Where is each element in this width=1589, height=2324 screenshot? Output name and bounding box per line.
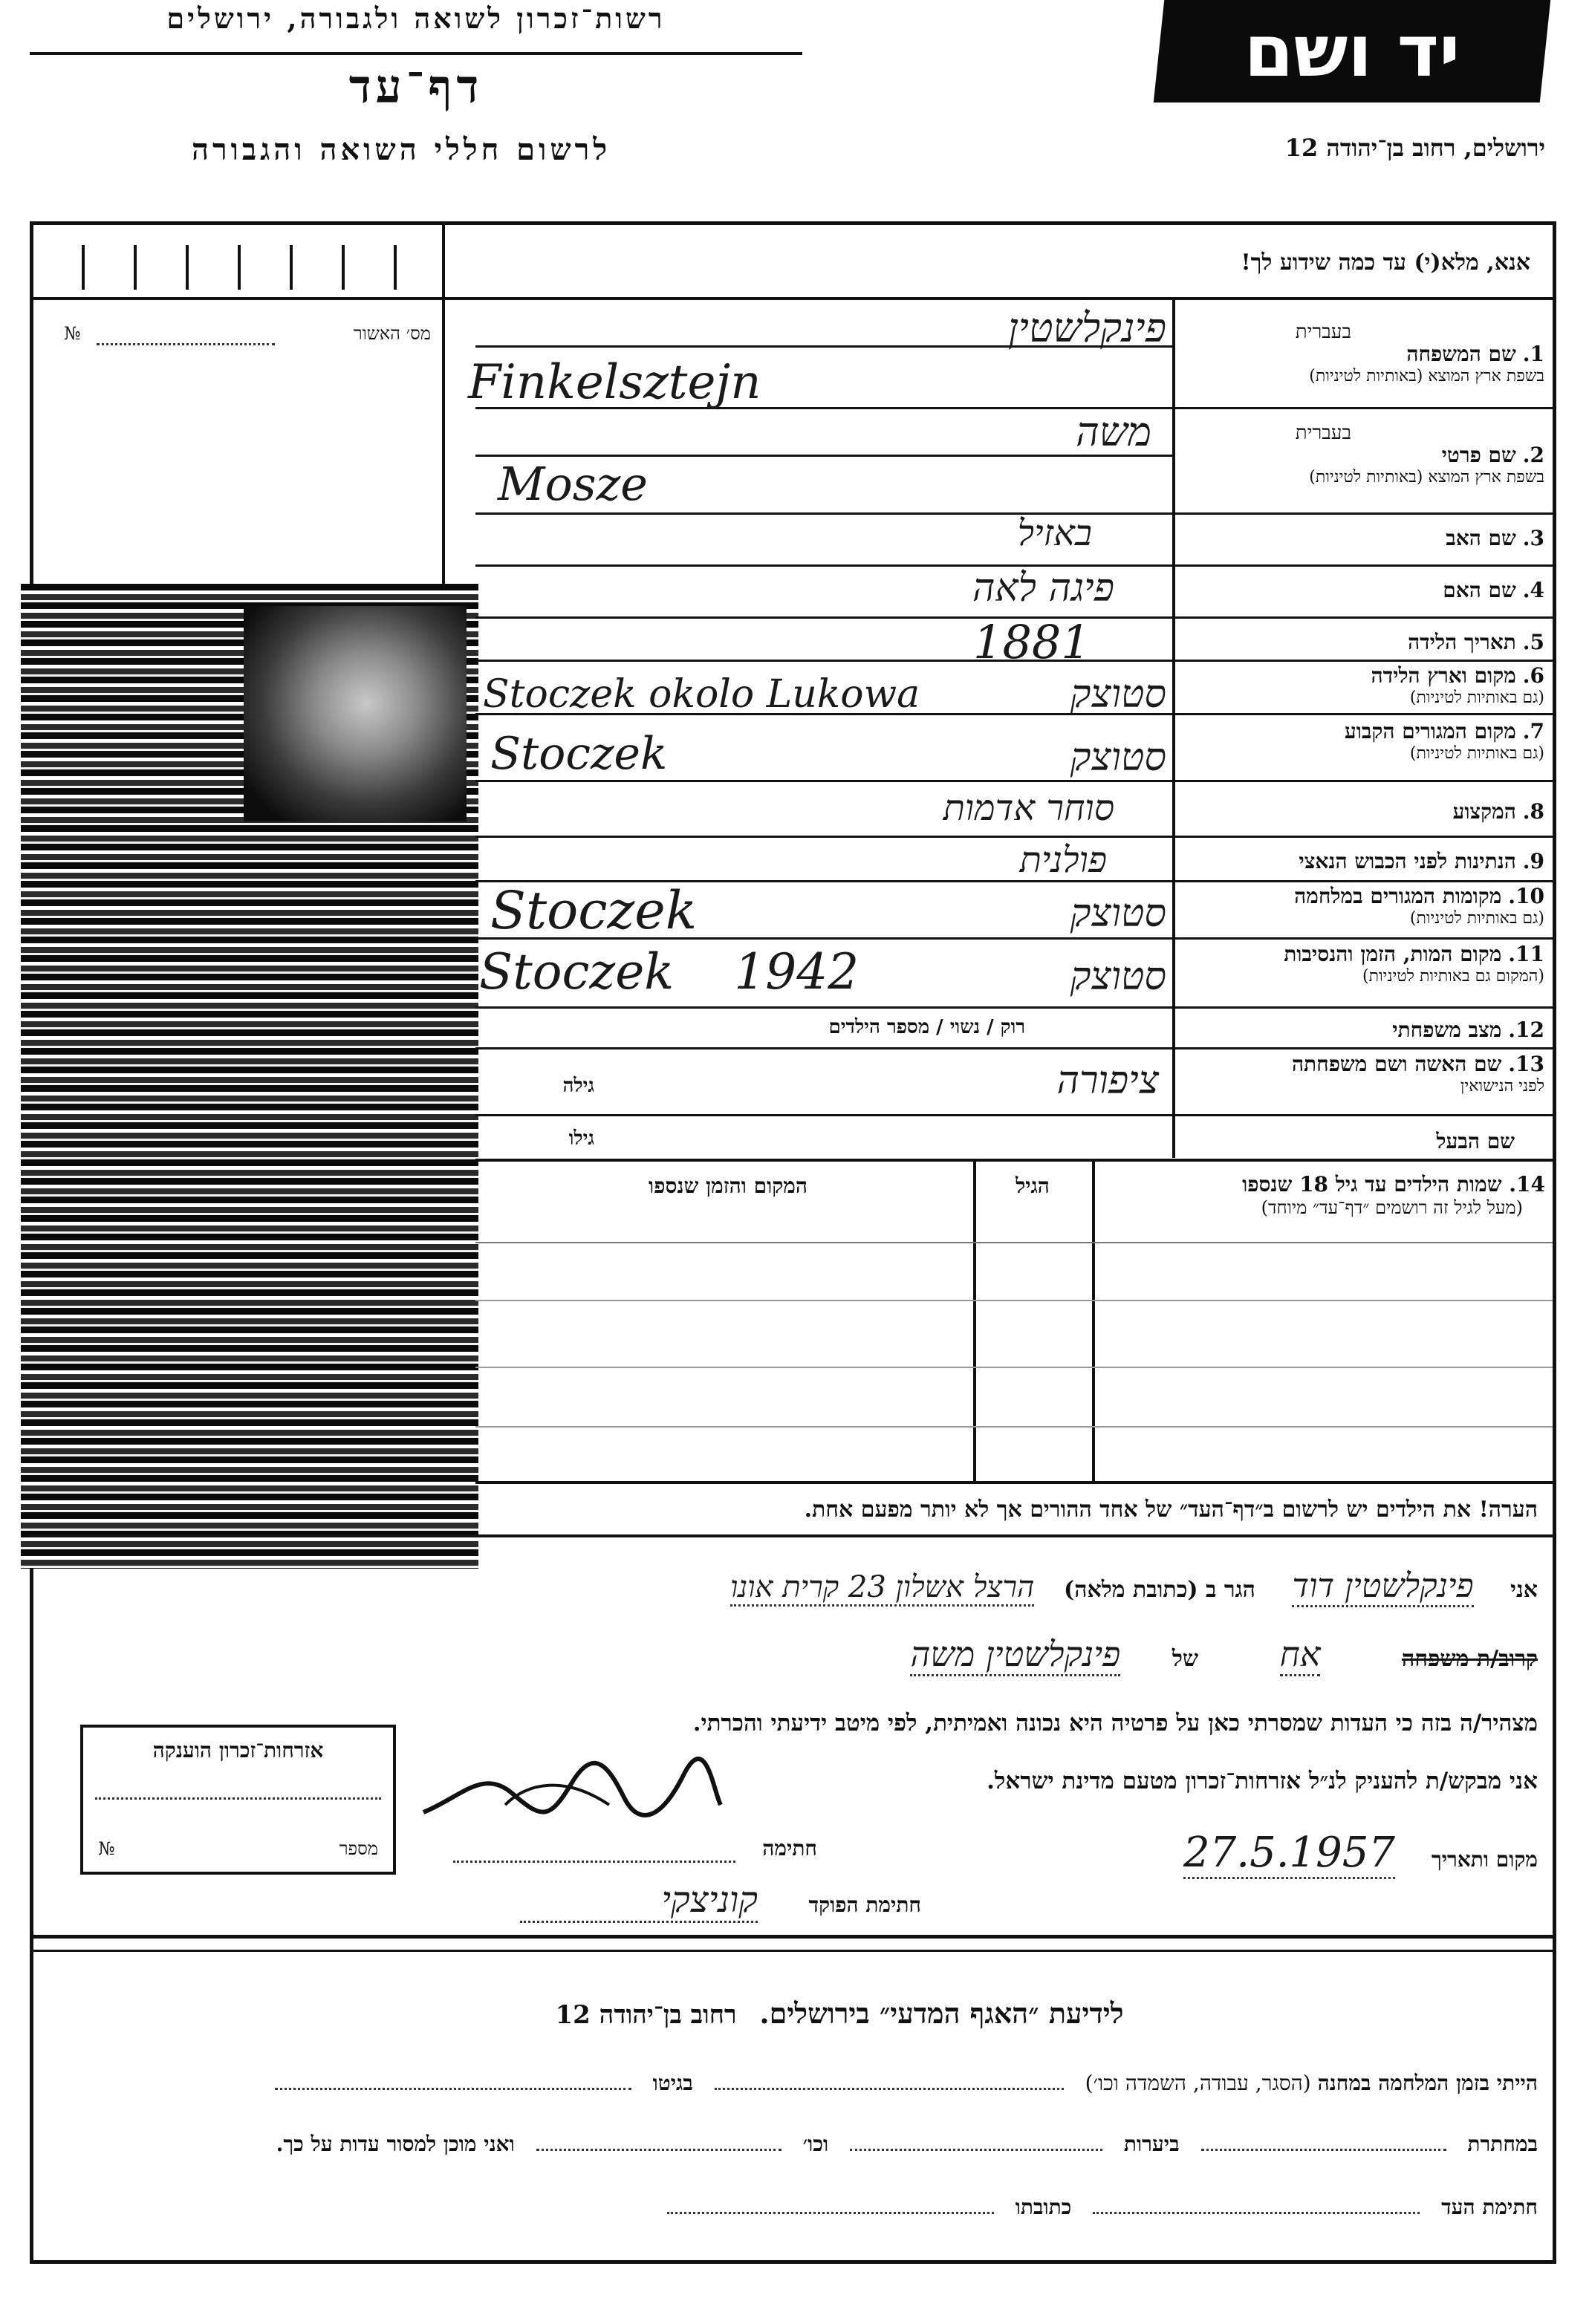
value-mother: פיגה לאה <box>972 566 1114 611</box>
footer-ghetto-label: בגיטו <box>652 2071 693 2095</box>
tick-marks <box>52 245 423 290</box>
row-14-text: שם הבעל <box>1436 1129 1515 1153</box>
place-date-row <box>877 1829 1538 1877</box>
row-8-text: המקצוע <box>1452 799 1516 824</box>
row-4-text: שם האם <box>1443 578 1516 602</box>
row-2-tag: בעברית <box>1295 422 1351 444</box>
value-surname-latin: Finkelsztejn <box>468 355 761 410</box>
row-9-text: הנתינות לפני הכבוש הנאצי <box>1299 849 1516 873</box>
children-note: הערה! את הילדים יש לרשום ב״דף־העד״ של אחד ההורים אך לא יותר מפעם אחת. <box>804 1497 1538 1523</box>
row-11-text: מקום המות, הזמן והנסיבות <box>1284 942 1502 966</box>
value-birthplace-latin: Stoczek okolo Lukowa <box>483 672 920 717</box>
children-col-age: הגיל <box>1016 1174 1050 1198</box>
declarant-address: הרצל אשלון 23 קרית אונו <box>730 1570 1034 1607</box>
redacted-photo <box>21 584 478 1569</box>
row-7-num: 7. <box>1522 719 1544 743</box>
citizenship-divider <box>95 1797 381 1800</box>
value-birthplace-hebrew: סטוצק <box>1070 672 1166 717</box>
footer-title: לידיעת ״האגף המדעי״ בירושלים. <box>759 1996 1124 2030</box>
declarant-address-label: הגר ב (כתובת מלאה) <box>1064 1577 1255 1603</box>
value-residence-latin: Stoczek <box>490 728 668 780</box>
children-header <box>1099 1172 1545 1219</box>
relation-label: קרוב/ת משפחה <box>1402 1646 1538 1672</box>
value-father: באזיל <box>1017 512 1092 554</box>
logo-text: יד ושם <box>1244 10 1460 93</box>
footer-forests-label: ביערות <box>1123 2132 1180 2156</box>
value-war-residence-hebrew: סטוצק <box>1070 891 1166 936</box>
value-profession: סוחר אדמות <box>943 787 1114 829</box>
row-13-text: שם האשה ושם משפחתה <box>1291 1052 1502 1076</box>
row-1-sub: בשפת ארץ המוצא (באותיות לטיניות) <box>1309 367 1544 385</box>
value-wife-name: ציפורה <box>1056 1058 1159 1103</box>
children-col-place: המקום והזמן שנספו <box>649 1174 808 1198</box>
row-14-label <box>1166 1130 1515 1153</box>
row-2-label <box>1195 422 1544 489</box>
husband-name-label: גילו <box>568 1127 594 1150</box>
confirmation-rule <box>30 297 442 300</box>
instruction: אנא, מלא(י) עד כמה שידוע לך! <box>1241 250 1530 276</box>
row-1-tag: בעברית <box>1295 321 1351 343</box>
citizenship-box <box>80 1725 396 1875</box>
row-6-text: מקום וארץ הלידה <box>1371 663 1516 688</box>
footer-line-3 <box>45 2195 1538 2220</box>
row-9-label <box>1195 850 1544 873</box>
row-12-label <box>1195 1019 1544 1041</box>
relation-of: של <box>1172 1646 1199 1672</box>
form-subtitle: לרשום חללי השואה והגבורה <box>191 132 611 167</box>
value-residence-hebrew: סטוצק <box>1070 735 1166 780</box>
row-10-num: 10. <box>1508 884 1544 908</box>
declaration-text: מצהיר/ה בזה כי העדות שמסרתי כאן על פרטיה היא נכונה ואמיתית, לפי מיטב ידיעתי והכרתי. <box>692 1710 1538 1737</box>
yad-vashem-logo <box>1154 0 1551 102</box>
confirm-no-label: מס׳ האשור <box>353 323 431 344</box>
row-12-text: מצב משפחתי <box>1392 1018 1502 1042</box>
footer-line-2 <box>45 2132 1538 2157</box>
instruction-rule <box>438 297 1553 300</box>
row-1-num: 1. <box>1522 342 1544 366</box>
value-death-place-latin: Stoczek 1942 <box>479 943 860 1000</box>
row-7-label <box>1195 720 1544 765</box>
row-9-num: 9. <box>1522 849 1544 873</box>
value-firstname-latin: Mosze <box>498 457 648 511</box>
row-8-num: 8. <box>1522 799 1544 824</box>
citizenship-title: אזרחות־זכרון הוענקה <box>152 1738 324 1762</box>
declarant-prefix: אני <box>1510 1577 1538 1603</box>
relation-value: אח <box>1280 1634 1321 1676</box>
row-3-text: שם האב <box>1446 526 1516 550</box>
row-13-num: 13. <box>1508 1052 1544 1076</box>
row-3-label <box>1195 527 1544 550</box>
value-surname-hebrew: פינקלשטין <box>1008 305 1166 351</box>
declarant-line-1 <box>178 1567 1538 1605</box>
official-sig-label: חתימת הפוקד <box>808 1892 921 1917</box>
row-1-label <box>1195 321 1544 388</box>
value-death-place-hebrew: סטוצק <box>1070 954 1166 999</box>
citizenship-number-row <box>98 1838 378 1860</box>
authority-title: רשות־זכרון לשואה ולגבורה, ירושלים <box>166 1 666 35</box>
signature-label: חתימה <box>762 1836 817 1861</box>
row-2-sub: בשפת ארץ המוצא (באותיות לטיניות) <box>1309 468 1544 486</box>
row-10-label <box>1195 885 1544 930</box>
value-birthdate: 1881 <box>973 615 1091 669</box>
footer-address-label: כתובתו <box>1015 2195 1072 2219</box>
value-firstname-hebrew: משה <box>1076 409 1151 455</box>
row-13-label <box>1195 1053 1544 1098</box>
row-5-label <box>1195 631 1544 654</box>
row-6-label <box>1195 665 1544 709</box>
footer-witness-sig-label: חתימת העד <box>1441 2195 1538 2219</box>
footer-address: רחוב בן־יהודה 12 <box>555 2000 737 2030</box>
footer-title-row <box>446 1996 1233 2031</box>
place-date-label: מקום ותאריך <box>1431 1847 1538 1872</box>
header-address: ירושלים, רחוב בן־יהודה 12 <box>1284 134 1545 162</box>
citizenship-number-mark: № <box>98 1838 115 1859</box>
row-5-text: תאריך הלידה <box>1408 630 1516 654</box>
row-13-sub: לפני הנישואין <box>1460 1077 1544 1096</box>
row-1-text: שם המשפחה <box>1406 342 1516 366</box>
value-nationality: פולנית <box>1019 839 1107 881</box>
declarant-line-2 <box>371 1634 1538 1674</box>
row-2-num: 2. <box>1522 443 1544 467</box>
row-10-sub: (גם באותיות לטיניות) <box>1409 909 1544 928</box>
request-text: אני מבקש/ת להעניק לנ״ל אזרחות־זכרון מטעם מדינת ישראל. <box>987 1768 1538 1794</box>
wife-maiden-label: גילה <box>562 1075 594 1097</box>
footer-ready-text: ואני מוכן למסור עדות על כך. <box>276 2132 515 2156</box>
footer-etc-label: וכו׳ <box>802 2132 829 2156</box>
footer-camp-label: הייתי בזמן המלחמה במחנה <box>1317 2071 1538 2095</box>
handwritten-signature <box>416 1753 728 1835</box>
place-date-value: 27.5.1957 <box>1183 1829 1395 1879</box>
row-6-sub: (גם באותיות לטיניות) <box>1409 689 1544 707</box>
declarant-name: פינקלשטין דוד <box>1292 1567 1473 1607</box>
row-11-label <box>1195 943 1544 988</box>
label-column-rule <box>1172 300 1175 1158</box>
confirm-no-mark: № <box>64 323 81 344</box>
row-7-text: מקום המגורים הקבוע <box>1344 719 1516 743</box>
row-5-num: 5. <box>1522 630 1544 654</box>
portrait-image <box>244 606 467 821</box>
row-3-num: 3. <box>1522 526 1544 550</box>
footer-underground-label: במחתרת <box>1467 2132 1538 2156</box>
row-11-num: 11. <box>1508 942 1544 966</box>
value-marital-options: רוק / נשוי / מספר הילדים <box>828 1016 1025 1038</box>
row-7-sub: (גם באותיות לטיניות) <box>1409 744 1544 763</box>
children-header-main: 14. שמות הילדים עד גיל 18 שנספו <box>1242 1172 1545 1197</box>
row-4-label <box>1195 579 1544 602</box>
row-4-num: 4. <box>1522 578 1544 602</box>
footer-camp-types: (הסגר, עבודה, השמדה וכו׳) <box>1085 2071 1311 2095</box>
row-12-num: 12. <box>1508 1018 1544 1042</box>
header-rule <box>30 52 802 55</box>
citizenship-number-label: מספר <box>339 1838 378 1859</box>
row-6-num: 6. <box>1522 663 1544 688</box>
form-title: דף־עד <box>348 59 484 114</box>
row-11-sub: (המקום גם באותיות לטיניות) <box>1362 967 1544 986</box>
confirm-no-dots <box>97 343 275 345</box>
children-header-sub: (מעל לגיל זה רושמים ״דף־עד״ מיוחד) <box>1261 1197 1523 1218</box>
signature-dots <box>453 1861 735 1863</box>
row-8-label <box>1195 801 1544 823</box>
row-2-text: שם פרטי <box>1441 443 1516 467</box>
value-war-residence-latin: Stoczek <box>490 880 698 941</box>
footer-line-1 <box>45 2071 1538 2096</box>
official-sig-value: קוניצקי <box>520 1879 758 1923</box>
row-10-text: מקומות המגורים במלחמה <box>1294 884 1502 908</box>
relation-person: פינקלשטין משה <box>910 1634 1120 1676</box>
